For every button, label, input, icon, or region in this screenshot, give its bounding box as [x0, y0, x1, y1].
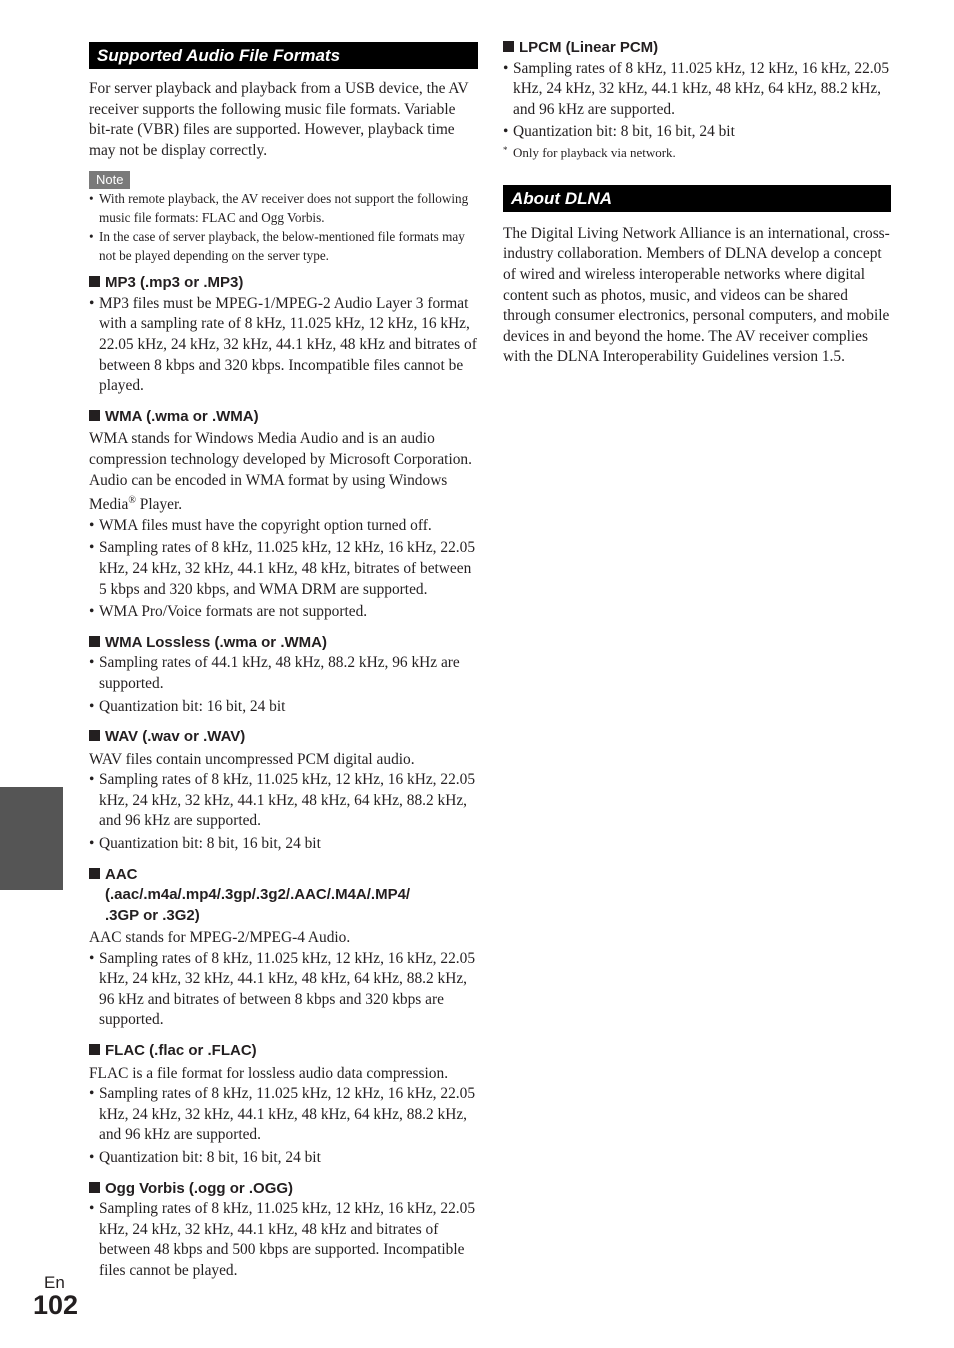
chapter-side-tab: [0, 787, 63, 890]
list-item: • MP3 files must be MPEG-1/MPEG-2 Audio Layer 3 format with a sampling rate of 8 kHz, 11.025 kHz, 12 kHz, 16 kHz, 22.05 kHz, 24 kHz, 32 kHz, 44.1 kHz, 48 kHz and bitrates of between 8 kbps and 320 kbps. Incompatible files cannot be played.: [89, 294, 478, 397]
left-column: [89, 42, 478, 1281]
list-item: • Sampling rates of 8 kHz, 11.025 kHz, 12 kHz, 16 kHz, 22.05 kHz, 24 kHz, 32 kHz, 44.1 kHz, 48 kHz and bitrates of between 48 kbps and 500 kbps are supported. Incompatible files cannot be played.: [89, 1199, 478, 1281]
square-bullet-icon: [89, 868, 100, 879]
note-block: [89, 171, 478, 265]
mp3-list: [89, 294, 478, 397]
footnote-mark: *: [503, 144, 508, 155]
footnote-text: Only for playback via network.: [513, 144, 676, 160]
intro-paragraph: [89, 79, 478, 161]
section-title-about-dlna: About DLNA: [503, 185, 891, 212]
wav-description: WAV files contain uncompressed PCM digital audio.: [89, 750, 415, 768]
square-bullet-icon: [503, 41, 514, 52]
square-bullet-icon: [89, 1044, 100, 1055]
heading-wma-lossless-text: WMA Lossless (.wma or .WMA): [105, 633, 327, 651]
flac-list: [89, 1084, 478, 1168]
note-badge: Note: [89, 171, 130, 189]
list-item: • Sampling rates of 8 kHz, 11.025 kHz, 12 kHz, 16 kHz, 22.05 kHz, 24 kHz, 32 kHz, 44.1 kHz, 48 kHz, 64 kHz, 88.2 kHz, and 96 kHz are supported.: [89, 1084, 478, 1146]
heading-aac-line1: AAC: [105, 865, 138, 883]
dlna-paragraph: The Digital Living Network Alliance is an international, cross-industry collaboration. Members of DLNA develop a concept of wired and wireless interoperable networks where digital content such as photos, music, and videos can be shared through consumer electronics, personal computers, and mobile devices in and beyond the home. The AV receiver complies with the DLNA Interoperability Guidelines version 1.5.: [503, 224, 890, 366]
page-language: En: [44, 1273, 65, 1292]
heading-lpcm-text: LPCM (Linear PCM): [519, 39, 659, 56]
ogg-list: [89, 1199, 478, 1281]
section-title-supported-formats: Supported Audio File Formats: [89, 42, 478, 69]
list-item: • Quantization bit: 8 bit, 16 bit, 24 bit: [89, 834, 478, 855]
square-bullet-icon: [89, 276, 100, 287]
lpcm-list: [503, 59, 891, 143]
intro-text: For server playback and playback from a USB device, the AV receiver supports the following music file formats. Variable bit-rate (VBR) files are supported. However, playback time may not be display correctly.: [89, 80, 469, 159]
heading-aac-line3: .3GP or .3G2): [105, 906, 200, 924]
flac-description: FLAC is a file format for lossless audio data compression.: [89, 1064, 449, 1082]
list-item: • Sampling rates of 8 kHz, 11.025 kHz, 12 kHz, 16 kHz, 22.05 kHz, 24 kHz, 32 kHz, 44.1 kHz, 48 kHz, 64 kHz, 88.2 kHz, 96 kHz and bitrates of between 8 kbps and 320 kbps are supported.: [89, 949, 478, 1031]
heading-wma: [89, 407, 478, 428]
list-item: • Sampling rates of 44.1 kHz, 48 kHz, 88.2 kHz, 96 kHz are supported.: [89, 653, 478, 694]
heading-mp3: [89, 273, 478, 294]
wma-list: [89, 516, 478, 623]
note-list: [89, 189, 478, 265]
list-item: • Quantization bit: 16 bit, 24 bit: [89, 697, 478, 718]
aac-description: AAC stands for MPEG-2/MPEG-4 Audio.: [89, 929, 351, 947]
list-item: • WMA Pro/Voice formats are not supported.: [89, 602, 478, 623]
heading-aac-line2: (.aac/.m4a/.mp4/.3gp/.3g2/.AAC/.M4A/.MP4/: [105, 886, 411, 904]
wma-description: [89, 429, 478, 516]
heading-aac: [89, 865, 478, 927]
page-number: 102: [33, 1290, 79, 1320]
list-item: • Sampling rates of 8 kHz, 11.025 kHz, 12 kHz, 16 kHz, 22.05 kHz, 24 kHz, 32 kHz, 44.1 kHz, 48 kHz, bitrates of between 5 kbps and 320 kbps, and WMA DRM are supported.: [89, 538, 478, 600]
heading-wma-lossless: [89, 633, 478, 654]
heading-flac: [89, 1041, 478, 1062]
heading-wav: [89, 727, 478, 748]
note-item: • With remote playback, the AV receiver does not support the following music file formats: FLAC and Ogg Vorbis.: [89, 189, 478, 227]
list-item: • WMA files must have the copyright option turned off.: [89, 516, 478, 537]
registered-mark: ®: [128, 495, 136, 507]
wma-lossless-list: [89, 653, 478, 717]
right-column: [503, 38, 891, 368]
wma-desc-end: Player.: [135, 496, 183, 514]
square-bullet-icon: [89, 730, 100, 741]
list-item: • Quantization bit: 8 bit, 16 bit, 24 bit: [89, 1148, 478, 1169]
list-item: • Sampling rates of 8 kHz, 11.025 kHz, 12 kHz, 16 kHz, 22.05 kHz, 24 kHz, 32 kHz, 44.1 kHz, 48 kHz, 64 kHz, 88.2 kHz, and 96 kHz are supported.: [89, 770, 478, 832]
footnote: [503, 143, 891, 163]
list-item: • Sampling rates of 8 kHz, 11.025 kHz, 12 kHz, 16 kHz, 22.05 kHz, 24 kHz, 32 kHz, 44.1 kHz, 48 kHz, 64 kHz, 88.2 kHz, and 96 kHz are supported.: [503, 59, 891, 121]
heading-flac-text: FLAC (.flac or .FLAC): [105, 1042, 257, 1060]
square-bullet-icon: [89, 636, 100, 647]
note-item: • In the case of server playback, the below-mentioned file formats may not be played depending on the server type.: [89, 227, 478, 265]
wav-list: [89, 770, 478, 854]
square-bullet-icon: [89, 1182, 100, 1193]
heading-lpcm: [503, 38, 891, 59]
heading-wma-text: WMA (.wma or .WMA): [105, 407, 259, 425]
heading-mp3-text: MP3 (.mp3 or .MP3): [105, 274, 244, 292]
wma-desc-text: WMA stands for Windows Media Audio and is an audio compression technology developed by Microsoft Corporation. Audio can be encoded in WMA format by using Windows Media: [89, 430, 472, 514]
heading-ogg-text: Ogg Vorbis (.ogg or .OGG): [105, 1179, 294, 1197]
aac-list: [89, 949, 478, 1031]
square-bullet-icon: [89, 410, 100, 421]
heading-ogg: [89, 1179, 478, 1200]
list-item: • Quantization bit: 8 bit, 16 bit, 24 bit: [503, 122, 891, 143]
heading-wav-text: WAV (.wav or .WAV): [105, 728, 246, 746]
